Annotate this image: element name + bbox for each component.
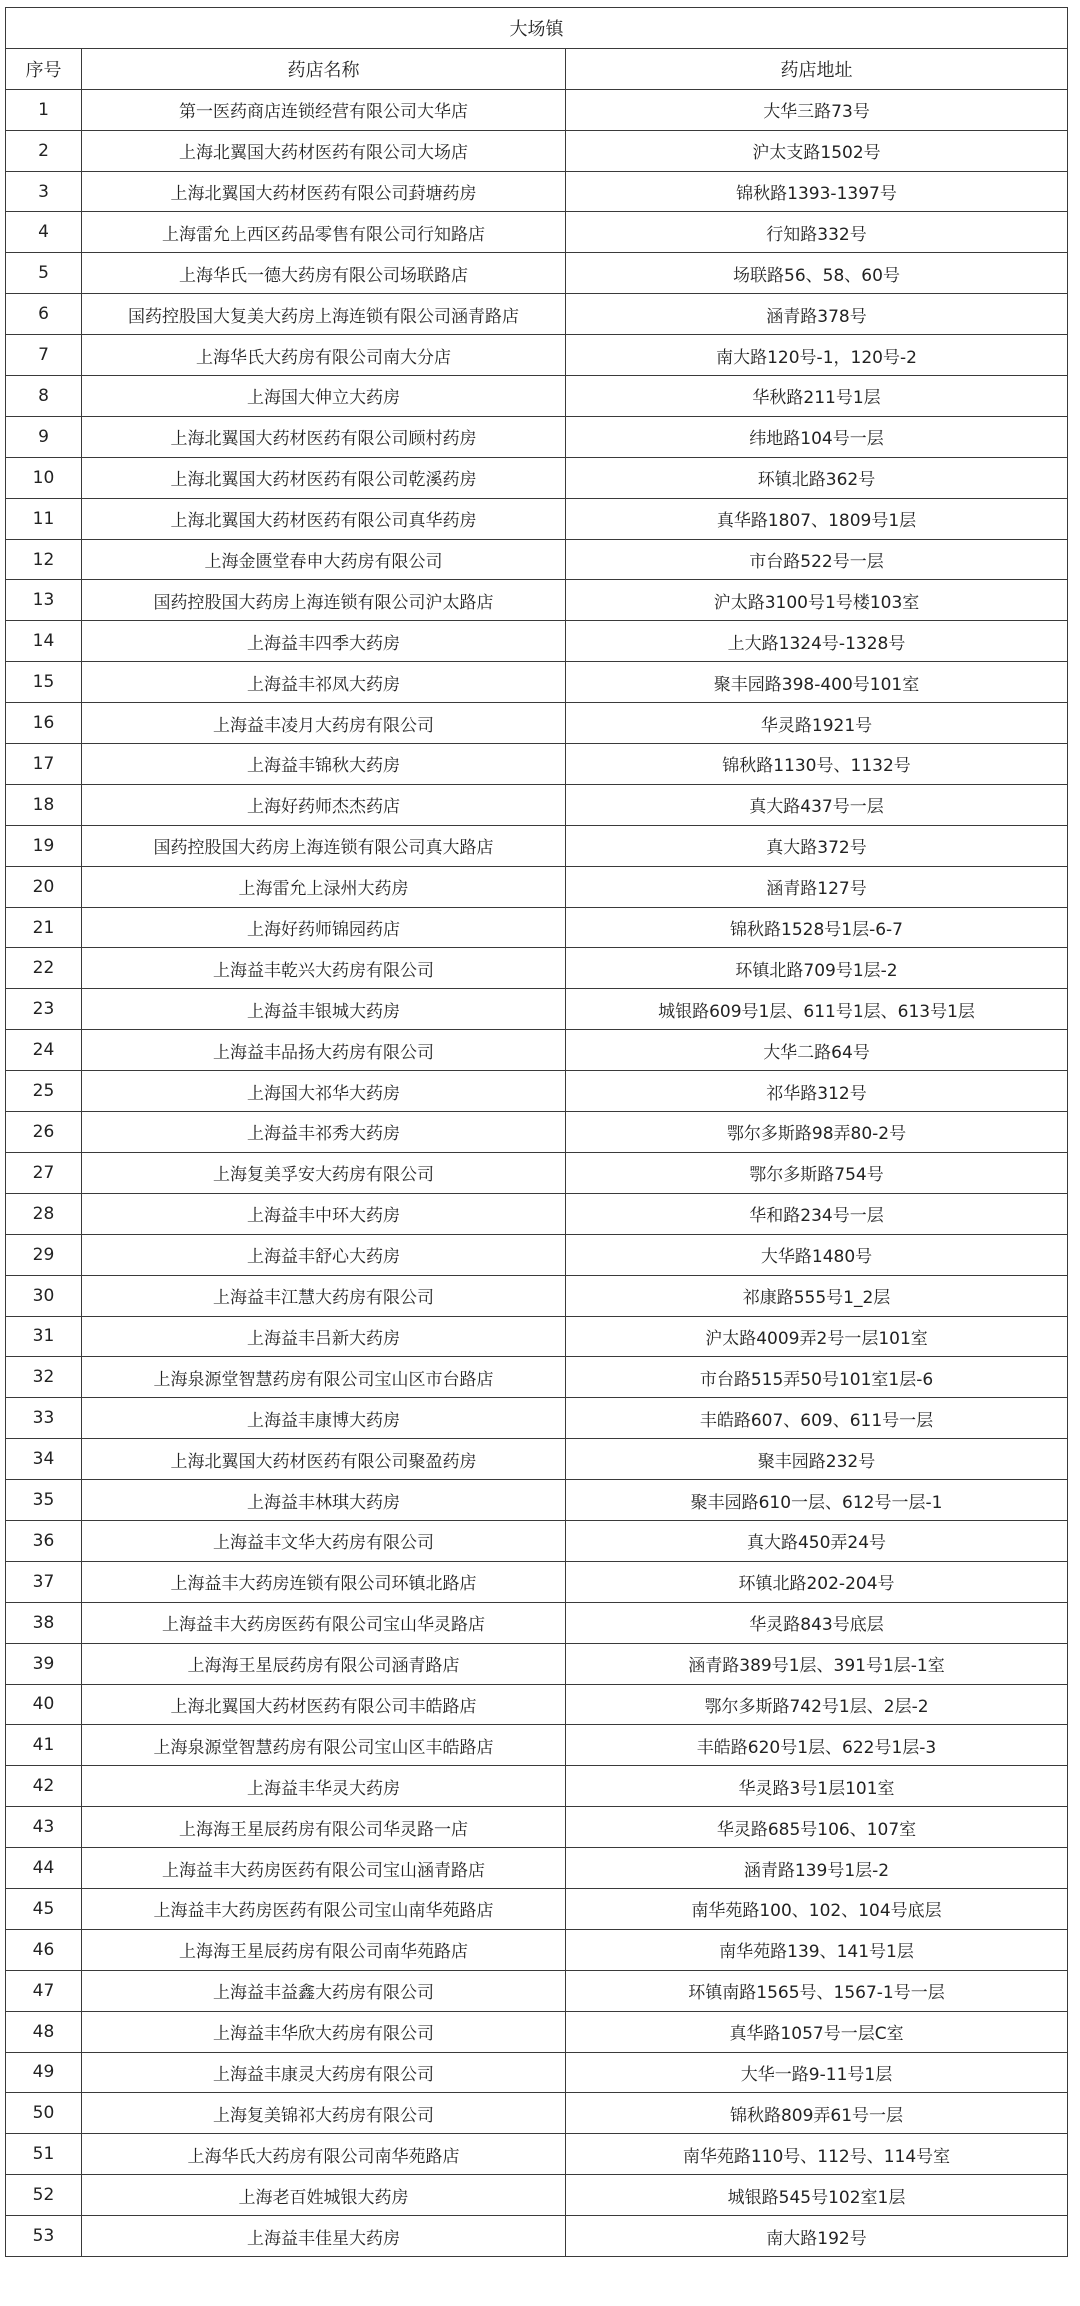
table-row bbox=[6, 171, 1068, 212]
table-row bbox=[6, 2093, 1068, 2134]
pharmacy-name: 上海北翼国大药材医药有限公司乾溪药房 bbox=[82, 457, 566, 498]
table-row bbox=[6, 580, 1068, 621]
pharmacy-address: 环镇北路202-204号 bbox=[566, 1561, 1068, 1602]
table-row bbox=[6, 703, 1068, 744]
pharmacy-name: 上海益丰大药房医药有限公司宝山南华苑路店 bbox=[82, 1888, 566, 1929]
row-index: 29 bbox=[6, 1234, 82, 1275]
row-index: 6 bbox=[6, 294, 82, 335]
row-index: 15 bbox=[6, 662, 82, 703]
pharmacy-address: 丰皓路620号1层、622号1层-3 bbox=[566, 1725, 1068, 1766]
row-index: 45 bbox=[6, 1888, 82, 1929]
table-row bbox=[6, 1071, 1068, 1112]
pharmacy-address: 鄂尔多斯路742号1层、2层-2 bbox=[566, 1684, 1068, 1725]
row-index: 26 bbox=[6, 1112, 82, 1153]
header-index: 序号 bbox=[6, 48, 82, 89]
pharmacy-name: 上海北翼国大药材医药有限公司聚盈药房 bbox=[82, 1439, 566, 1480]
row-index: 7 bbox=[6, 335, 82, 376]
row-index: 42 bbox=[6, 1766, 82, 1807]
pharmacy-address: 真大路372号 bbox=[566, 825, 1068, 866]
table-row bbox=[6, 335, 1068, 376]
row-index: 40 bbox=[6, 1684, 82, 1725]
pharmacy-name: 上海海王星辰药房有限公司南华苑路店 bbox=[82, 1929, 566, 1970]
pharmacy-address: 城银路609号1层、611号1层、613号1层 bbox=[566, 989, 1068, 1030]
pharmacy-name: 上海益丰大药房医药有限公司宝山华灵路店 bbox=[82, 1602, 566, 1643]
pharmacy-name: 上海北翼国大药材医药有限公司真华药房 bbox=[82, 498, 566, 539]
pharmacy-address: 环镇北路362号 bbox=[566, 457, 1068, 498]
table-row bbox=[6, 1152, 1068, 1193]
table-row bbox=[6, 1398, 1068, 1439]
header-pharmacy-name: 药店名称 bbox=[82, 48, 566, 89]
pharmacy-address: 市台路515弄50号101室1层-6 bbox=[566, 1357, 1068, 1398]
pharmacy-address: 涵青路378号 bbox=[566, 294, 1068, 335]
pharmacy-address: 沪太支路1502号 bbox=[566, 130, 1068, 171]
table-row bbox=[6, 744, 1068, 785]
row-index: 34 bbox=[6, 1439, 82, 1480]
row-index: 36 bbox=[6, 1520, 82, 1561]
table-row bbox=[6, 989, 1068, 1030]
pharmacy-name: 上海益丰江慧大药房有限公司 bbox=[82, 1275, 566, 1316]
table-row bbox=[6, 1561, 1068, 1602]
row-index: 43 bbox=[6, 1807, 82, 1848]
pharmacy-name: 上海北翼国大药材医药有限公司葑塘药房 bbox=[82, 171, 566, 212]
pharmacy-name: 上海复美孚安大药房有限公司 bbox=[82, 1152, 566, 1193]
table-title: 大场镇 bbox=[6, 8, 1068, 49]
row-index: 10 bbox=[6, 457, 82, 498]
pharmacy-address: 场联路56、58、60号 bbox=[566, 253, 1068, 294]
pharmacy-address: 沪太路4009弄2号一层101室 bbox=[566, 1316, 1068, 1357]
row-index: 14 bbox=[6, 621, 82, 662]
pharmacy-name: 上海益丰益鑫大药房有限公司 bbox=[82, 1970, 566, 2011]
pharmacy-name: 上海好药师杰杰药店 bbox=[82, 784, 566, 825]
pharmacy-name: 上海复美锦祁大药房有限公司 bbox=[82, 2093, 566, 2134]
pharmacy-address: 聚丰园路610一层、612号一层-1 bbox=[566, 1480, 1068, 1521]
pharmacy-address: 锦秋路1130号、1132号 bbox=[566, 744, 1068, 785]
row-index: 19 bbox=[6, 825, 82, 866]
pharmacy-name: 上海益丰舒心大药房 bbox=[82, 1234, 566, 1275]
row-index: 21 bbox=[6, 907, 82, 948]
pharmacy-name: 上海益丰大药房医药有限公司宝山涵青路店 bbox=[82, 1848, 566, 1889]
row-index: 18 bbox=[6, 784, 82, 825]
table-row bbox=[6, 1275, 1068, 1316]
pharmacy-address: 鄂尔多斯路754号 bbox=[566, 1152, 1068, 1193]
pharmacy-address: 聚丰园路398-400号101室 bbox=[566, 662, 1068, 703]
table-row bbox=[6, 1480, 1068, 1521]
pharmacy-address: 涵青路139号1层-2 bbox=[566, 1848, 1068, 1889]
table-row bbox=[6, 294, 1068, 335]
pharmacy-address: 纬地路104号一层 bbox=[566, 416, 1068, 457]
pharmacy-address: 华和路234号一层 bbox=[566, 1193, 1068, 1234]
pharmacy-address: 鄂尔多斯路98弄80-2号 bbox=[566, 1112, 1068, 1153]
row-index: 13 bbox=[6, 580, 82, 621]
table-row bbox=[6, 539, 1068, 580]
pharmacy-address: 大华路1480号 bbox=[566, 1234, 1068, 1275]
pharmacy-address: 华灵路843号底层 bbox=[566, 1602, 1068, 1643]
table-row bbox=[6, 1030, 1068, 1071]
pharmacy-address: 南华苑路100、102、104号底层 bbox=[566, 1888, 1068, 1929]
table-row bbox=[6, 1520, 1068, 1561]
row-index: 16 bbox=[6, 703, 82, 744]
pharmacy-name: 上海雷允上渌州大药房 bbox=[82, 866, 566, 907]
pharmacy-address: 华灵路685号106、107室 bbox=[566, 1807, 1068, 1848]
pharmacy-address: 大华二路64号 bbox=[566, 1030, 1068, 1071]
row-index: 41 bbox=[6, 1725, 82, 1766]
pharmacy-name: 上海北翼国大药材医药有限公司大场店 bbox=[82, 130, 566, 171]
table-row bbox=[6, 1193, 1068, 1234]
table-row bbox=[6, 2011, 1068, 2052]
pharmacy-name: 上海好药师锦园药店 bbox=[82, 907, 566, 948]
pharmacy-address: 祁华路312号 bbox=[566, 1071, 1068, 1112]
pharmacy-name: 上海泉源堂智慧药房有限公司宝山区市台路店 bbox=[82, 1357, 566, 1398]
table-row bbox=[6, 1848, 1068, 1889]
pharmacy-name: 上海益丰大药房连锁有限公司环镇北路店 bbox=[82, 1561, 566, 1602]
table-row bbox=[6, 498, 1068, 539]
row-index: 35 bbox=[6, 1480, 82, 1521]
pharmacy-address: 祁康路555号1_2层 bbox=[566, 1275, 1068, 1316]
pharmacy-address: 华秋路211号1层 bbox=[566, 376, 1068, 417]
pharmacy-name: 上海益丰中环大药房 bbox=[82, 1193, 566, 1234]
table-row bbox=[6, 621, 1068, 662]
pharmacy-address: 华灵路1921号 bbox=[566, 703, 1068, 744]
pharmacy-name: 上海益丰康博大药房 bbox=[82, 1398, 566, 1439]
pharmacy-address: 城银路545号102室1层 bbox=[566, 2175, 1068, 2216]
pharmacy-name: 国药控股国大复美大药房上海连锁有限公司涵青路店 bbox=[82, 294, 566, 335]
pharmacy-name: 上海益丰锦秋大药房 bbox=[82, 744, 566, 785]
pharmacy-address: 锦秋路809弄61号一层 bbox=[566, 2093, 1068, 2134]
pharmacy-address: 大华一路9-11号1层 bbox=[566, 2052, 1068, 2093]
pharmacy-name: 上海益丰祁凤大药房 bbox=[82, 662, 566, 703]
title-row bbox=[6, 8, 1068, 49]
row-index: 24 bbox=[6, 1030, 82, 1071]
pharmacy-name: 上海华氏大药房有限公司南大分店 bbox=[82, 335, 566, 376]
pharmacy-address: 锦秋路1393-1397号 bbox=[566, 171, 1068, 212]
pharmacy-name: 上海华氏大药房有限公司南华苑路店 bbox=[82, 2134, 566, 2175]
table-row bbox=[6, 1807, 1068, 1848]
pharmacy-name: 上海益丰祁秀大药房 bbox=[82, 1112, 566, 1153]
header-pharmacy-address: 药店地址 bbox=[566, 48, 1068, 89]
row-index: 37 bbox=[6, 1561, 82, 1602]
row-index: 11 bbox=[6, 498, 82, 539]
header-row bbox=[6, 48, 1068, 89]
row-index: 49 bbox=[6, 2052, 82, 2093]
row-index: 20 bbox=[6, 866, 82, 907]
table-row bbox=[6, 2216, 1068, 2257]
table-row bbox=[6, 1357, 1068, 1398]
row-index: 9 bbox=[6, 416, 82, 457]
row-index: 38 bbox=[6, 1602, 82, 1643]
table-row bbox=[6, 2134, 1068, 2175]
pharmacy-name: 上海益丰银城大药房 bbox=[82, 989, 566, 1030]
table-row bbox=[6, 1970, 1068, 2011]
table-row bbox=[6, 907, 1068, 948]
pharmacy-address: 真华路1807、1809号1层 bbox=[566, 498, 1068, 539]
pharmacy-name: 上海华氏一德大药房有限公司场联路店 bbox=[82, 253, 566, 294]
row-index: 53 bbox=[6, 2216, 82, 2257]
pharmacy-address: 南华苑路110号、112号、114号室 bbox=[566, 2134, 1068, 2175]
pharmacy-name: 第一医药商店连锁经营有限公司大华店 bbox=[82, 89, 566, 130]
table-row bbox=[6, 1888, 1068, 1929]
pharmacy-address: 环镇南路1565号、1567-1号一层 bbox=[566, 1970, 1068, 2011]
pharmacy-address: 南华苑路139、141号1层 bbox=[566, 1929, 1068, 1970]
row-index: 47 bbox=[6, 1970, 82, 2011]
table-row bbox=[6, 2052, 1068, 2093]
table-row bbox=[6, 212, 1068, 253]
pharmacy-address: 市台路522号一层 bbox=[566, 539, 1068, 580]
row-index: 17 bbox=[6, 744, 82, 785]
table-row bbox=[6, 948, 1068, 989]
pharmacy-name: 上海泉源堂智慧药房有限公司宝山区丰皓路店 bbox=[82, 1725, 566, 1766]
table-row bbox=[6, 1234, 1068, 1275]
row-index: 1 bbox=[6, 89, 82, 130]
pharmacy-address: 行知路332号 bbox=[566, 212, 1068, 253]
pharmacy-name: 上海益丰乾兴大药房有限公司 bbox=[82, 948, 566, 989]
row-index: 2 bbox=[6, 130, 82, 171]
table-row bbox=[6, 1316, 1068, 1357]
pharmacy-name: 上海益丰康灵大药房有限公司 bbox=[82, 2052, 566, 2093]
row-index: 39 bbox=[6, 1643, 82, 1684]
table-row bbox=[6, 457, 1068, 498]
table-row bbox=[6, 662, 1068, 703]
table-row bbox=[6, 89, 1068, 130]
row-index: 28 bbox=[6, 1193, 82, 1234]
pharmacy-name: 上海益丰佳星大药房 bbox=[82, 2216, 566, 2257]
pharmacy-table bbox=[5, 7, 1068, 2257]
table-row bbox=[6, 1929, 1068, 1970]
pharmacy-name: 上海国大祁华大药房 bbox=[82, 1071, 566, 1112]
pharmacy-address: 涵青路389号1层、391号1层-1室 bbox=[566, 1643, 1068, 1684]
pharmacy-address: 聚丰园路232号 bbox=[566, 1439, 1068, 1480]
pharmacy-address: 真大路437号一层 bbox=[566, 784, 1068, 825]
pharmacy-name: 上海金匮堂春申大药房有限公司 bbox=[82, 539, 566, 580]
pharmacy-address: 涵青路127号 bbox=[566, 866, 1068, 907]
row-index: 30 bbox=[6, 1275, 82, 1316]
table-row bbox=[6, 1112, 1068, 1153]
pharmacy-name: 上海国大伸立大药房 bbox=[82, 376, 566, 417]
table-row bbox=[6, 130, 1068, 171]
pharmacy-address: 真大路450弄24号 bbox=[566, 1520, 1068, 1561]
pharmacy-name: 上海老百姓城银大药房 bbox=[82, 2175, 566, 2216]
table-row bbox=[6, 253, 1068, 294]
row-index: 48 bbox=[6, 2011, 82, 2052]
pharmacy-name: 上海雷允上西区药品零售有限公司行知路店 bbox=[82, 212, 566, 253]
pharmacy-address: 大华三路73号 bbox=[566, 89, 1068, 130]
row-index: 27 bbox=[6, 1152, 82, 1193]
table-row bbox=[6, 1766, 1068, 1807]
pharmacy-name: 上海北翼国大药材医药有限公司顾村药房 bbox=[82, 416, 566, 457]
row-index: 31 bbox=[6, 1316, 82, 1357]
pharmacy-name: 上海北翼国大药材医药有限公司丰皓路店 bbox=[82, 1684, 566, 1725]
row-index: 33 bbox=[6, 1398, 82, 1439]
pharmacy-address: 锦秋路1528号1层-6-7 bbox=[566, 907, 1068, 948]
table-row bbox=[6, 376, 1068, 417]
pharmacy-name: 国药控股国大药房上海连锁有限公司沪太路店 bbox=[82, 580, 566, 621]
pharmacy-address: 真华路1057号一层C室 bbox=[566, 2011, 1068, 2052]
table-row bbox=[6, 1439, 1068, 1480]
pharmacy-name: 上海益丰林琪大药房 bbox=[82, 1480, 566, 1521]
pharmacy-address: 南大路120号-1，120号-2 bbox=[566, 335, 1068, 376]
row-index: 25 bbox=[6, 1071, 82, 1112]
table-row bbox=[6, 416, 1068, 457]
table-row bbox=[6, 1643, 1068, 1684]
pharmacy-name: 上海益丰华欣大药房有限公司 bbox=[82, 2011, 566, 2052]
table-row bbox=[6, 2175, 1068, 2216]
row-index: 3 bbox=[6, 171, 82, 212]
row-index: 32 bbox=[6, 1357, 82, 1398]
row-index: 4 bbox=[6, 212, 82, 253]
pharmacy-name: 上海益丰吕新大药房 bbox=[82, 1316, 566, 1357]
row-index: 22 bbox=[6, 948, 82, 989]
table-row bbox=[6, 866, 1068, 907]
pharmacy-address: 上大路1324号-1328号 bbox=[566, 621, 1068, 662]
pharmacy-name: 上海海王星辰药房有限公司华灵路一店 bbox=[82, 1807, 566, 1848]
pharmacy-name: 上海益丰品扬大药房有限公司 bbox=[82, 1030, 566, 1071]
row-index: 46 bbox=[6, 1929, 82, 1970]
pharmacy-address: 华灵路3号1层101室 bbox=[566, 1766, 1068, 1807]
pharmacy-name: 上海海王星辰药房有限公司涵青路店 bbox=[82, 1643, 566, 1684]
pharmacy-address: 环镇北路709号1层-2 bbox=[566, 948, 1068, 989]
row-index: 23 bbox=[6, 989, 82, 1030]
row-index: 51 bbox=[6, 2134, 82, 2175]
table-row bbox=[6, 1602, 1068, 1643]
row-index: 52 bbox=[6, 2175, 82, 2216]
table-row bbox=[6, 825, 1068, 866]
row-index: 8 bbox=[6, 376, 82, 417]
pharmacy-name: 国药控股国大药房上海连锁有限公司真大路店 bbox=[82, 825, 566, 866]
row-index: 50 bbox=[6, 2093, 82, 2134]
pharmacy-address: 丰皓路607、609、611号一层 bbox=[566, 1398, 1068, 1439]
row-index: 5 bbox=[6, 253, 82, 294]
table-row bbox=[6, 784, 1068, 825]
table-row bbox=[6, 1684, 1068, 1725]
pharmacy-name: 上海益丰华灵大药房 bbox=[82, 1766, 566, 1807]
pharmacy-name: 上海益丰四季大药房 bbox=[82, 621, 566, 662]
pharmacy-address: 沪太路3100号1号楼103室 bbox=[566, 580, 1068, 621]
pharmacy-name: 上海益丰文华大药房有限公司 bbox=[82, 1520, 566, 1561]
pharmacy-address: 南大路192号 bbox=[566, 2216, 1068, 2257]
pharmacy-name: 上海益丰凌月大药房有限公司 bbox=[82, 703, 566, 744]
table-row bbox=[6, 1725, 1068, 1766]
row-index: 44 bbox=[6, 1848, 82, 1889]
row-index: 12 bbox=[6, 539, 82, 580]
